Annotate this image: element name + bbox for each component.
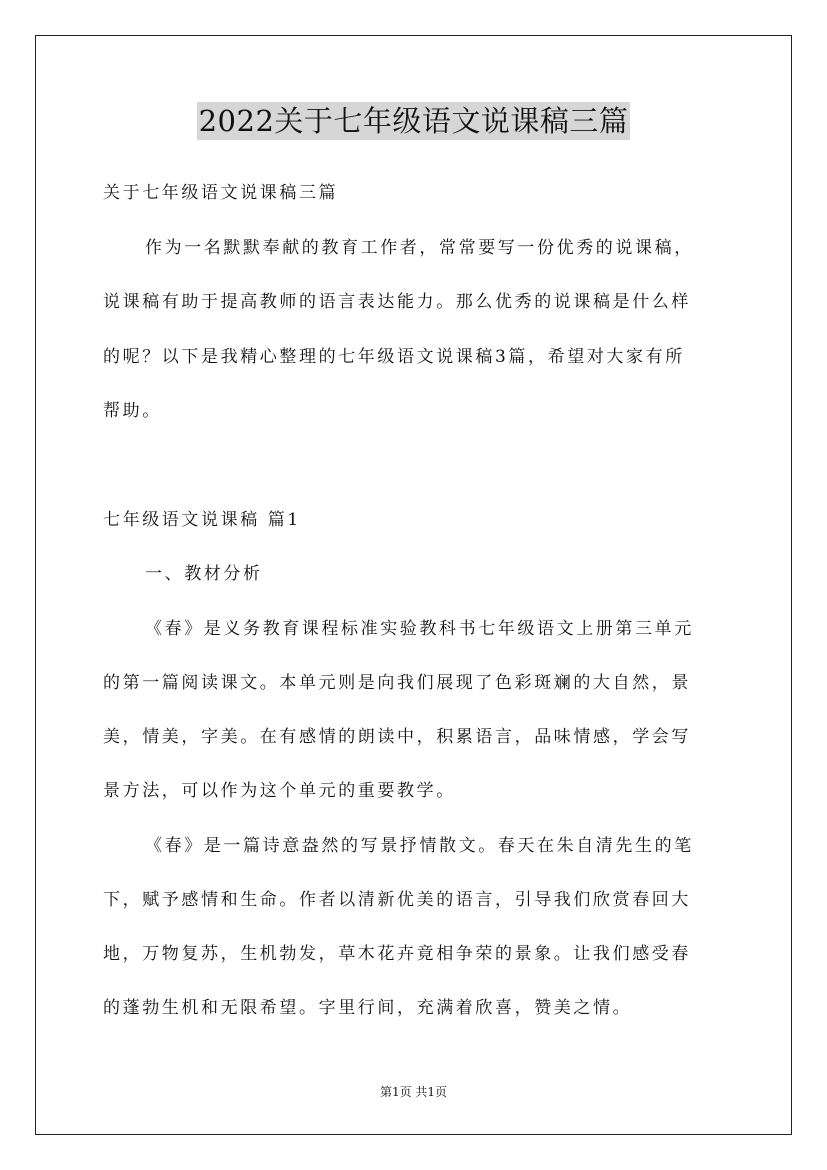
document-title: 2022关于七年级语文说课稿三篇 xyxy=(198,104,629,138)
paragraph2-line-3: 地，万物复苏，生机勃发，草木花卉竟相争荣的景象。让我们感受春 xyxy=(103,944,691,964)
intro-line-2: 说课稿有助于提高教师的语言表达能力。那么优秀的说课稿是什么样 xyxy=(103,292,691,312)
title-container xyxy=(0,102,827,140)
intro-line-3: 的呢？以下是我精心整理的七年级语文说课稿3篇，希望对大家有所 xyxy=(103,347,685,367)
paragraph1-line-3: 美，情美，字美。在有感情的朗读中，积累语言，品味情感，学会写 xyxy=(103,727,691,747)
paragraph1-line-4: 景方法，可以作为这个单元的重要教学。 xyxy=(103,781,456,801)
paragraph1-line-1: 《春》是义务教育课程标准实验教科书七年级语文上册第三单元 xyxy=(145,619,694,639)
intro-line-4: 帮助。 xyxy=(103,401,162,421)
intro-line-1: 作为一名默默奉献的教育工作者，常常要写一份优秀的说课稿， xyxy=(145,238,694,258)
paragraph1-line-2: 的第一篇阅读课文。本单元则是向我们展现了色彩斑斓的大自然，景 xyxy=(103,673,691,693)
document-subtitle: 关于七年级语文说课稿三篇 xyxy=(103,183,339,203)
paragraph2-line-4: 的蓬勃生机和无限希望。字里行间，充满着欣喜，赞美之情。 xyxy=(103,998,633,1018)
paragraph2-line-1: 《春》是一篇诗意盎然的写景抒情散文。春天在朱自清先生的笔 xyxy=(145,836,694,856)
paragraph2-line-2: 下，赋予感情和生命。作者以清新优美的语言，引导我们欣赏春回大 xyxy=(103,890,691,910)
section-heading: 七年级语文说课稿 篇1 xyxy=(103,510,301,530)
subsection-heading: 一、教材分析 xyxy=(145,564,263,584)
page-footer: 第1页 共1页 xyxy=(379,1085,448,1099)
